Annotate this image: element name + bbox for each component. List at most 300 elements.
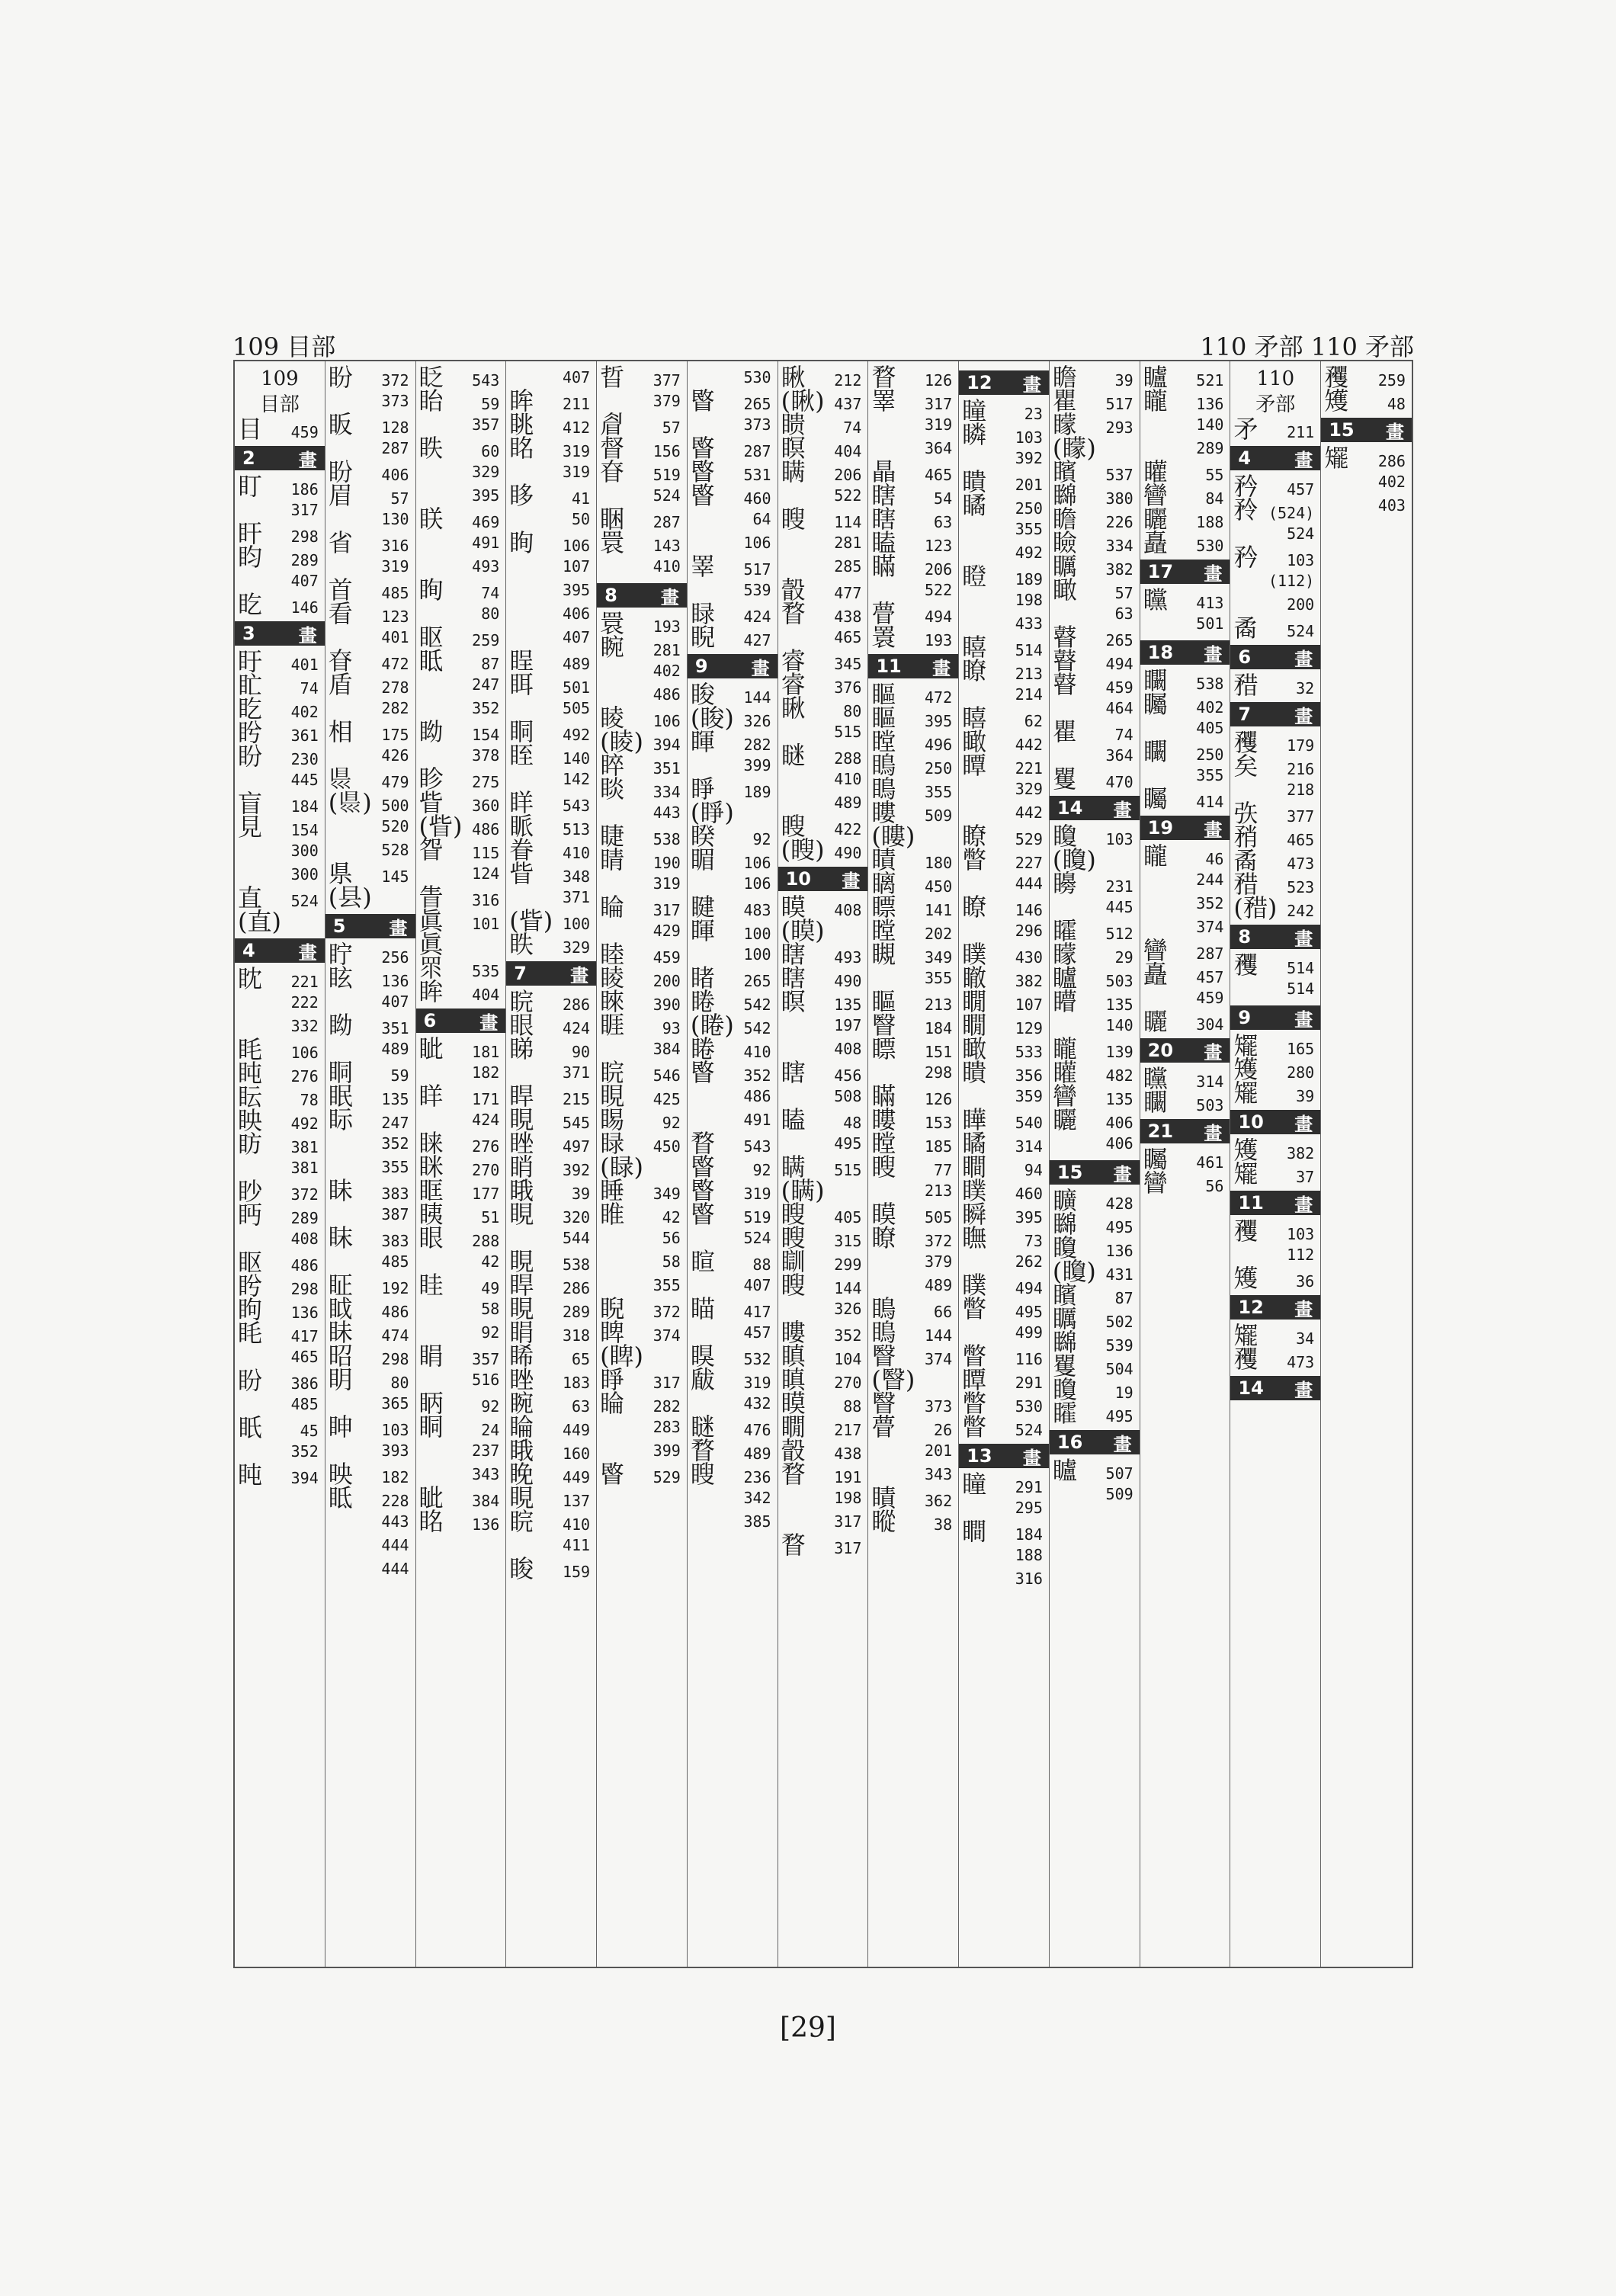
stroke-count: 5: [332, 916, 346, 937]
entry-character: (睥): [600, 1342, 644, 1371]
page-ref: 372: [925, 1232, 953, 1250]
index-entry: [238, 543, 322, 572]
page-ref: 106: [743, 854, 771, 872]
entry-character: 睕: [600, 633, 625, 662]
page-ref: 100: [743, 925, 771, 943]
index-entry: [1233, 1217, 1317, 1246]
entry-character: 眴: [418, 576, 444, 604]
page-ref: 519: [743, 1208, 771, 1227]
page-ref: 92: [481, 1323, 500, 1342]
entry-character: 瞖: [871, 1011, 896, 1040]
page-ref: 395: [472, 486, 500, 505]
entry-character: 県: [328, 859, 353, 888]
stroke-section-header: [1230, 1295, 1320, 1320]
index-entry: [1233, 495, 1317, 524]
entry-character: 瞍: [781, 1200, 806, 1229]
page-ref: 144: [925, 1326, 953, 1345]
page-ref: 528: [381, 841, 409, 859]
page-ref: 486: [381, 1303, 409, 1321]
page-ref-continued: [781, 1014, 865, 1037]
stroke-label: 畫: [751, 657, 770, 679]
entry-character: 瞭: [962, 893, 987, 922]
page-ref: 491: [743, 1111, 771, 1129]
page-ref: 270: [834, 1374, 862, 1392]
entry-character: (矠): [1233, 893, 1278, 922]
entry-character: 眷: [509, 835, 534, 864]
stroke-section-header: [1230, 446, 1320, 470]
index-entry: [328, 363, 412, 392]
page-ref: 425: [652, 1090, 681, 1108]
stroke-label: 畫: [1113, 1433, 1132, 1455]
entry-character: 矚: [1143, 690, 1168, 719]
entry-character: 盹: [238, 1461, 263, 1490]
page-ref: 317: [925, 395, 953, 413]
entry-character: (矎): [1052, 845, 1096, 874]
page-ref: 87: [481, 655, 500, 673]
entry-character: 睯: [690, 386, 715, 415]
page-ref: 489: [743, 1445, 771, 1463]
page-ref: 424: [472, 1111, 500, 1129]
index-entry: [1143, 784, 1227, 813]
stroke-label: 畫: [1204, 819, 1223, 841]
entry-character: 睖: [600, 964, 625, 992]
stroke-label: 畫: [1204, 563, 1223, 585]
index-entry: [1143, 737, 1227, 766]
page-ref: 144: [743, 688, 771, 707]
page-ref: 36: [1296, 1272, 1315, 1291]
page-ref: 373: [381, 392, 409, 410]
entry-character: 瞰: [962, 727, 987, 756]
page-ref: 265: [743, 395, 771, 413]
entry-character: 眚: [418, 883, 444, 912]
page-ref: 438: [834, 608, 862, 626]
entry-character: 眐: [328, 1271, 353, 1300]
entry-character: (睖): [600, 727, 644, 756]
page-ref: 529: [652, 1468, 681, 1486]
page-ref: 211: [562, 395, 591, 413]
page-ref: 329: [472, 463, 500, 481]
entry-character: 眣: [418, 434, 444, 463]
entry-character: 瞛: [871, 1507, 896, 1536]
page-ref: 222: [290, 993, 319, 1012]
page-ref: 378: [472, 746, 500, 765]
entry-character: 矔: [1143, 457, 1168, 486]
index-entry: [781, 835, 865, 864]
page-ref: 490: [834, 844, 862, 862]
page-ref: 428: [1105, 1194, 1133, 1213]
page-ref: 492: [562, 726, 591, 744]
entry-character: 睠: [690, 987, 715, 1016]
index-entry: [1052, 869, 1137, 898]
index-column: [597, 361, 688, 1967]
index-column: [778, 361, 869, 1967]
page-ref: 371: [562, 1063, 591, 1082]
page-ref: 287: [1196, 944, 1224, 963]
page-ref: 317: [834, 1512, 862, 1531]
entry-character: 瞇: [690, 1413, 715, 1441]
entry-character: 盼: [238, 1366, 263, 1395]
page-ref: 349: [925, 948, 953, 967]
page-ref: 189: [743, 783, 771, 801]
index-entry: [962, 1058, 1046, 1087]
stroke-count: 7: [514, 963, 527, 984]
page-ref: 320: [562, 1208, 591, 1227]
page-ref: 485: [381, 584, 409, 602]
page-ref: 329: [562, 938, 591, 957]
page-ref: 319: [562, 463, 591, 481]
entry-character: 瞱: [962, 1105, 987, 1134]
entry-character: 睽: [690, 822, 715, 851]
page-ref: 524: [652, 486, 681, 505]
page-ref: 437: [834, 395, 862, 413]
page-ref: 212: [834, 371, 862, 390]
entry-character: 瞨: [962, 940, 987, 969]
page-ref: 456: [834, 1066, 862, 1085]
entry-character: 瞳: [962, 396, 987, 425]
entry-character: 睞: [600, 987, 625, 1016]
page-ref: 154: [472, 726, 500, 744]
entry-character: 眡: [418, 646, 444, 675]
page-ref: 493: [834, 948, 862, 967]
page-ref: 319: [652, 874, 681, 893]
page-ref: 406: [562, 604, 591, 623]
index-entry: [418, 646, 503, 675]
page-ref-continued: [509, 602, 593, 626]
entry-character: 瞽: [1052, 670, 1077, 699]
entry-character: 眑: [328, 1011, 353, 1040]
page-ref: 66: [934, 1303, 953, 1321]
index-entry: [871, 386, 955, 415]
page-ref: 300: [290, 842, 319, 860]
entry-character: 眮: [509, 717, 534, 746]
entry-character: 睜: [690, 774, 715, 803]
page-ref: 500: [381, 797, 409, 815]
entry-character: 矑: [1052, 964, 1077, 992]
page-ref: 165: [1287, 1040, 1315, 1058]
entry-character: 瞙: [781, 1389, 806, 1418]
page-ref: 355: [925, 969, 953, 987]
index-entry: [600, 774, 684, 803]
page-ref-continued: [871, 1250, 955, 1274]
entry-character: 瞵: [962, 420, 987, 449]
page-ref: 460: [1015, 1185, 1043, 1203]
page-ref-continued: [329, 1132, 412, 1156]
page-ref: 357: [472, 1350, 500, 1368]
page-ref: 215: [562, 1090, 591, 1108]
page-ref: 107: [562, 557, 591, 576]
page-ref: 26: [934, 1421, 953, 1439]
page-ref: 504: [1105, 1360, 1133, 1378]
index-entry: [600, 1200, 684, 1229]
stroke-count: 13: [967, 1445, 992, 1467]
page-ref: 355: [652, 1276, 681, 1294]
page-ref: 342: [743, 1489, 771, 1507]
page-ref: 542: [743, 1019, 771, 1037]
entry-character: 睅: [509, 1082, 534, 1111]
stroke-count: 9: [694, 656, 708, 677]
entry-character: 瞥: [962, 1389, 987, 1418]
entry-character: (矇): [1052, 434, 1096, 463]
page-ref: 433: [1015, 614, 1043, 633]
stroke-count: 10: [1238, 1111, 1264, 1133]
entry-character: 映: [328, 1460, 353, 1489]
index-entry: [328, 1413, 412, 1441]
entry-character: 省: [328, 528, 353, 557]
entry-character: 矱: [1324, 386, 1349, 415]
page-ref: 524: [743, 1229, 771, 1247]
index-entry: [418, 977, 503, 1006]
entry-character: 睌: [509, 1460, 534, 1489]
entry-character: 瞷: [962, 1153, 987, 1182]
entry-character: 矏: [1052, 869, 1077, 898]
entry-character: 睍: [509, 1105, 534, 1134]
page-ref: 80: [390, 1374, 409, 1392]
page-ref: 93: [662, 1019, 681, 1037]
entry-character: 瞏: [871, 623, 896, 652]
page-ref: 401: [290, 656, 319, 674]
page-ref: 495: [834, 1134, 862, 1153]
stroke-label: 畫: [1294, 1298, 1313, 1320]
stroke-section-header: [688, 654, 778, 678]
entry-character: 瞍: [690, 1460, 715, 1489]
page-ref: 184: [925, 1019, 953, 1037]
page-ref-continued: [419, 1297, 503, 1321]
page-ref: 231: [1105, 877, 1133, 896]
entry-character: 瞔: [871, 845, 896, 874]
page-ref: 352: [290, 1442, 319, 1461]
page-ref: 357: [472, 415, 500, 434]
page-ref: 473: [1287, 1353, 1315, 1371]
entry-character: 睔: [600, 893, 625, 922]
page-ref: 394: [290, 1469, 319, 1487]
page-ref-continued: [1053, 1483, 1137, 1506]
entry-character: 目: [238, 415, 263, 444]
page-ref: 64: [752, 510, 771, 528]
entry-character: (县): [328, 883, 372, 912]
page-ref: 183: [562, 1374, 591, 1392]
index-entry: [328, 1011, 412, 1040]
stroke-label: 畫: [389, 917, 408, 939]
page-ref: 77: [934, 1161, 953, 1179]
entry-character: 瞞: [871, 1082, 896, 1111]
entry-character: 睚: [600, 1011, 625, 1040]
index-entry: [871, 1413, 955, 1441]
page-ref: 442: [1015, 736, 1043, 754]
entry-character: 瞎: [781, 1058, 806, 1087]
entry-character: 瞌: [781, 1105, 806, 1134]
entry-character: 瞲: [962, 1129, 987, 1158]
index-entry: [690, 1200, 774, 1229]
entry-character: 瞡: [871, 940, 896, 969]
entry-character: 矲: [1233, 1079, 1258, 1108]
entry-character: 盯: [238, 472, 263, 501]
page-ref: 450: [925, 877, 953, 896]
page-ref: 443: [652, 803, 681, 822]
page-ref: 494: [1105, 655, 1133, 673]
entry-character: 瞭: [962, 656, 987, 685]
entry-character: 眥: [509, 859, 534, 888]
page-ref: 280: [1287, 1063, 1315, 1082]
entry-character: 眇: [238, 1177, 263, 1206]
page-ref: 349: [652, 1185, 681, 1203]
page-ref: 247: [381, 1114, 409, 1132]
entry-character: 眓: [328, 1294, 353, 1323]
stroke-section-header: [868, 654, 958, 678]
stroke-count: 10: [785, 868, 811, 890]
entry-character: 矔: [1052, 1058, 1077, 1087]
page-ref: 129: [1015, 1019, 1043, 1037]
page-ref: 39: [1296, 1087, 1315, 1105]
entry-character: 瞔: [871, 1483, 896, 1512]
page-ref: 514: [1287, 980, 1315, 998]
entry-character: 瞿: [1052, 386, 1077, 415]
page-ref: 58: [481, 1300, 500, 1318]
entry-character: 睇: [509, 1034, 534, 1063]
entry-character: 矓: [1143, 386, 1168, 415]
index-entry: [1052, 765, 1137, 794]
page-ref: 404: [472, 986, 500, 1004]
page-ref: 29: [1114, 948, 1133, 967]
entry-character: 瞥: [962, 1413, 987, 1441]
page-ref: 406: [1105, 1134, 1133, 1153]
entry-character: 眆: [238, 1130, 263, 1159]
page-ref: 175: [381, 726, 409, 744]
page-ref: 351: [652, 759, 681, 778]
index-entry: [238, 964, 322, 993]
entry-character: 瞅: [781, 694, 806, 723]
stroke-label: 畫: [1294, 1113, 1313, 1135]
entry-character: 盳: [238, 671, 263, 700]
page-ref: 62: [1024, 712, 1043, 730]
page-ref: 533: [1015, 1043, 1043, 1061]
page-ref: 449: [562, 1468, 591, 1486]
index-entry: [1052, 1399, 1137, 1428]
stroke-section-header: [1140, 1038, 1230, 1063]
index-entry: [600, 363, 684, 392]
page-ref: 408: [834, 901, 862, 919]
entry-character: 睗: [600, 1105, 625, 1134]
index-entry: [509, 1507, 593, 1536]
page-ref: 92: [481, 1397, 500, 1416]
entry-character: 眔: [418, 954, 444, 983]
entry-character: 瞂: [690, 1365, 715, 1394]
page-ref: 372: [381, 371, 409, 390]
page-ref: 542: [743, 996, 771, 1014]
page-ref-continued: [1143, 413, 1227, 437]
stroke-count: 3: [242, 623, 255, 644]
entry-character: 眈: [238, 964, 263, 993]
index-entry: [690, 552, 774, 581]
page-ref: 364: [925, 439, 953, 457]
index-entry: [781, 741, 865, 770]
page-ref: 445: [1105, 898, 1133, 916]
page-ref-continued: [329, 1510, 412, 1534]
page-ref: 531: [743, 466, 771, 484]
page-ref: 92: [752, 1161, 771, 1179]
page-ref: 188: [1015, 1546, 1043, 1564]
index-entry: [781, 1460, 865, 1489]
page-ref: 217: [834, 1421, 862, 1439]
entry-character: 瞘: [871, 987, 896, 1016]
page-ref: 136: [472, 1515, 500, 1534]
page-ref: 287: [743, 442, 771, 460]
page-ref: 360: [472, 797, 500, 815]
page-ref: 146: [290, 598, 319, 617]
entry-character: 盼: [238, 742, 263, 771]
stroke-label: 畫: [1294, 1009, 1313, 1031]
entry-character: (瞒): [781, 1176, 825, 1205]
page-ref: 201: [1015, 476, 1043, 494]
page-ref: 383: [381, 1185, 409, 1203]
index-entry: [1324, 386, 1409, 415]
stroke-section-header: [1050, 1430, 1140, 1454]
index-entry: [238, 907, 322, 936]
page-ref: 485: [381, 1252, 409, 1271]
entry-character: 眴: [509, 528, 534, 557]
index-entry: [418, 1413, 503, 1441]
entry-character: 眑: [418, 717, 444, 746]
entry-character: 瞢: [871, 1413, 896, 1441]
page-ref: 221: [1015, 759, 1043, 778]
index-entry: [238, 590, 322, 619]
index-entry: [690, 845, 774, 874]
entry-character: 盹: [238, 1059, 263, 1088]
page-ref: 180: [925, 854, 953, 872]
entry-character: 矗: [1143, 528, 1168, 557]
page-ref: 479: [381, 773, 409, 791]
page-ref: 395: [925, 712, 953, 730]
page-ref: 144: [834, 1279, 862, 1297]
page-ref: 317: [834, 1539, 862, 1557]
page-ref: 486: [652, 685, 681, 704]
index-entry: [781, 1271, 865, 1300]
page-ref: 283: [652, 1418, 681, 1436]
page-ref: 489: [834, 794, 862, 812]
page-ref: 473: [1287, 855, 1315, 873]
entry-character: 瞀: [781, 1460, 806, 1489]
page-ref: 508: [834, 1087, 862, 1105]
index-entry: [600, 457, 684, 486]
page-ref: 74: [300, 679, 319, 697]
page-ref: 298: [290, 528, 319, 546]
entry-character: 盷: [238, 543, 263, 572]
entry-character: 瞗: [871, 774, 896, 803]
index-entry: [871, 940, 955, 969]
page-ref: 382: [1287, 1144, 1315, 1162]
entry-character: 矉: [1052, 457, 1077, 486]
index-entry: [781, 987, 865, 1016]
entry-character: 瞀: [871, 363, 896, 392]
page-ref: 377: [652, 371, 681, 390]
page-ref: 329: [1015, 780, 1043, 798]
page-ref: 402: [1196, 698, 1224, 717]
index-entry: [962, 1223, 1046, 1252]
entry-character: 瞷: [962, 1517, 987, 1546]
entry-character: 眍: [238, 1248, 263, 1277]
entry-character: 眊: [238, 1035, 263, 1064]
page-ref: 57: [390, 489, 409, 508]
page-ref: 88: [752, 1255, 771, 1274]
entry-character: 眝: [328, 940, 353, 969]
page-ref: 374: [652, 1326, 681, 1345]
page-ref: 404: [834, 442, 862, 460]
page-ref: 41: [571, 489, 591, 508]
page-ref-continued: [600, 1227, 684, 1250]
page-ref: 103: [1015, 428, 1043, 447]
index-entry: [1324, 444, 1409, 473]
entry-character: 眡: [328, 1483, 353, 1512]
page-ref: 509: [1105, 1485, 1133, 1503]
